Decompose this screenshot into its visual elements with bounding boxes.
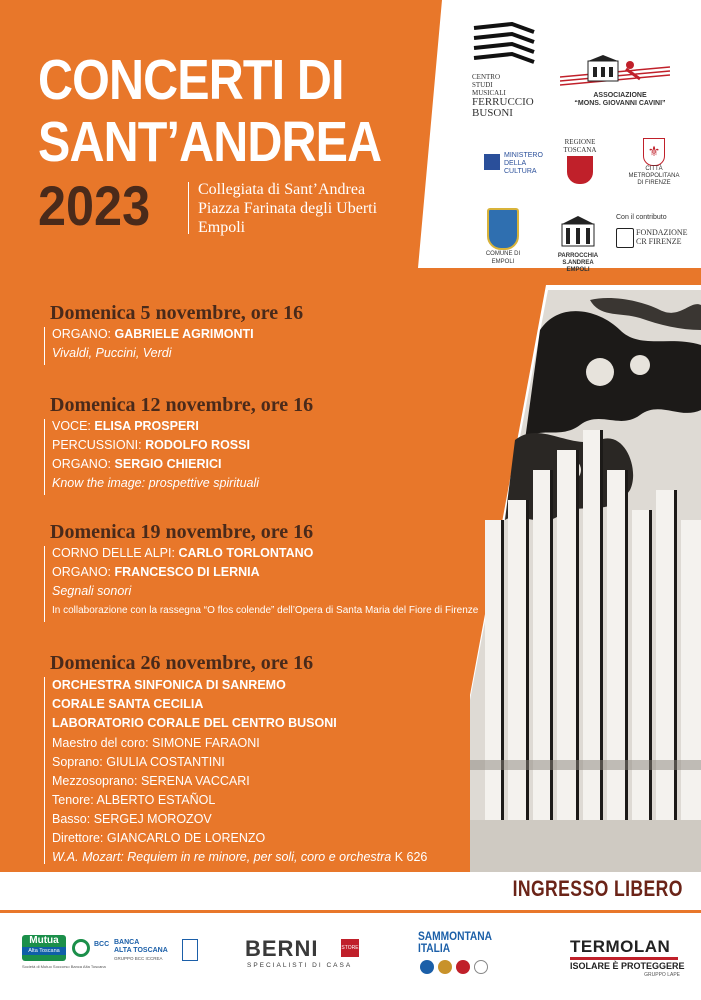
event-4-ensemble-2: CORALE SANTA CECILIA	[52, 697, 204, 711]
footer-divider	[0, 910, 701, 913]
event-2-performer-3: ORGANO: SERGIO CHIERICI	[52, 457, 222, 471]
cavini-building-icon	[560, 55, 670, 87]
event-4-performer-6: Direttore: GIANCARLO DE LORENZO	[52, 831, 266, 845]
logo-mutua-bcc: Mutua Alta Toscana Società di Mutuo Soccorso Banca Alta Toscana BCC BANCA ALTA TOSCANA GRUPPO BCC ICCREA	[22, 933, 202, 973]
event-1-program: Vivaldi, Puccini, Verdi	[52, 346, 172, 360]
event-3-performer-1: CORNO DELLE ALPI: CARLO TORLONTANO	[52, 546, 314, 560]
sammontana-brand-icon-3	[456, 960, 470, 974]
event-1-bar	[44, 327, 45, 365]
regione-shield-icon	[567, 156, 593, 184]
venue-divider	[188, 182, 189, 234]
event-2-performer-1: VOCE: ELISA PROSPERI	[52, 419, 199, 433]
logo-parrocchia: PARROCCHIA S.ANDREA EMPOLI	[546, 214, 610, 270]
logo-berni: BERNI STORE SPECIALISTI DI CASA	[245, 936, 359, 969]
bank-building-icon	[182, 939, 198, 961]
event-3-bar	[44, 546, 45, 622]
logo-comune-empoli: COMUNE DI EMPOLI	[478, 208, 528, 264]
venue-church: Collegiata di Sant’Andrea	[198, 181, 366, 198]
event-4-bar	[44, 677, 45, 864]
event-1-heading: Domenica 5 novembre, ore 16	[50, 302, 304, 324]
event-4-ensemble-3: LABORATORIO CORALE DEL CENTRO BUSONI	[52, 716, 337, 730]
venue-city: Empoli	[198, 219, 246, 236]
event-2-program: Know the image: prospettive spirituali	[52, 476, 260, 490]
event-3-program: Segnali sonori	[52, 584, 132, 598]
florence-lily-icon: ⚜	[643, 138, 665, 166]
event-4-performer-3: Mezzosoprano: SERENA VACCARI	[52, 774, 250, 788]
event-2-heading: Domenica 12 novembre, ore 16	[50, 394, 314, 416]
termolan-underline	[570, 957, 678, 960]
venue-square: Piazza Farinata degli Uberti	[198, 200, 378, 217]
logo-ministero: MINISTERO DELLA CULTURA	[484, 150, 544, 180]
event-4-program: W.A. Mozart: Requiem in re minore, per soli, coro e orchestra K 626	[52, 850, 428, 864]
title-line-2: SANT’ANDREA	[38, 110, 382, 174]
event-4-performer-4: Tenore: ALBERTO ESTAÑOL	[52, 793, 216, 807]
logo-citta-metropolitana: ⚜ CITTÀ METROPOLITANA DI FIRENZE	[624, 138, 684, 188]
logo-regione: REGIONE TOSCANA	[560, 138, 600, 188]
fondazione-emblem-icon	[616, 228, 634, 248]
event-4-heading: Domenica 26 novembre, ore 16	[50, 652, 314, 674]
sammontana-brand-icon-1	[420, 960, 434, 974]
ingresso-libero: INGRESSO LIBERO	[512, 876, 683, 901]
event-4-performer-5: Basso: SERGEJ MOROZOV	[52, 812, 212, 826]
event-1-performer: ORGANO: GABRIELE AGRIMONTI	[52, 327, 254, 341]
ministero-emblem-icon	[484, 154, 500, 170]
berni-store-badge: STORE	[341, 939, 359, 957]
event-2-bar	[44, 419, 45, 495]
logo-sammontana: SAMMONTANA ITALIA	[418, 930, 508, 980]
event-4-ensemble-1: ORCHESTRA SINFONICA DI SANREMO	[52, 678, 286, 692]
logo-fondazione: Con il contributo FONDAZIONE CR FIRENZE	[616, 214, 688, 246]
mutua-badge: Mutua Alta Toscana	[22, 935, 66, 961]
bcc-ring-icon	[72, 939, 90, 957]
sammontana-brand-icon-4	[474, 960, 488, 974]
event-3-performer-2: ORGANO: FRANCESCO DI LERNIA	[52, 565, 260, 579]
year: 2023	[38, 174, 151, 237]
church-facade-icon	[546, 214, 610, 248]
event-2-performer-2: PERCUSSIONI: RODOLFO ROSSI	[52, 438, 250, 452]
event-4-performer-2: Soprano: GIULIA COSTANTINI	[52, 755, 225, 769]
event-4-performer-1: Maestro del coro: SIMONE FARAONI	[52, 736, 260, 750]
title-line-1: CONCERTI DI	[38, 48, 344, 112]
empoli-crest-icon	[487, 208, 519, 250]
busoni-waves-icon	[472, 22, 536, 68]
logo-cavini: ASSOCIAZIONE “MONS. GIOVANNI CAVINI”	[560, 55, 680, 115]
event-3-heading: Domenica 19 novembre, ore 16	[50, 521, 314, 543]
event-3-note: In collaborazione con la rassegna “O flos colende” dell’Opera di Santa Maria del Fiore di Firenze	[52, 605, 479, 616]
sammontana-brand-icon-2	[438, 960, 452, 974]
logo-termolan: TERMOLAN ISOLARE È PROTEGGERE GRUPPO LAPE	[570, 937, 685, 978]
logo-busoni: CENTRO STUDI MUSICALI FERRUCCIO BUSONI	[472, 22, 542, 122]
